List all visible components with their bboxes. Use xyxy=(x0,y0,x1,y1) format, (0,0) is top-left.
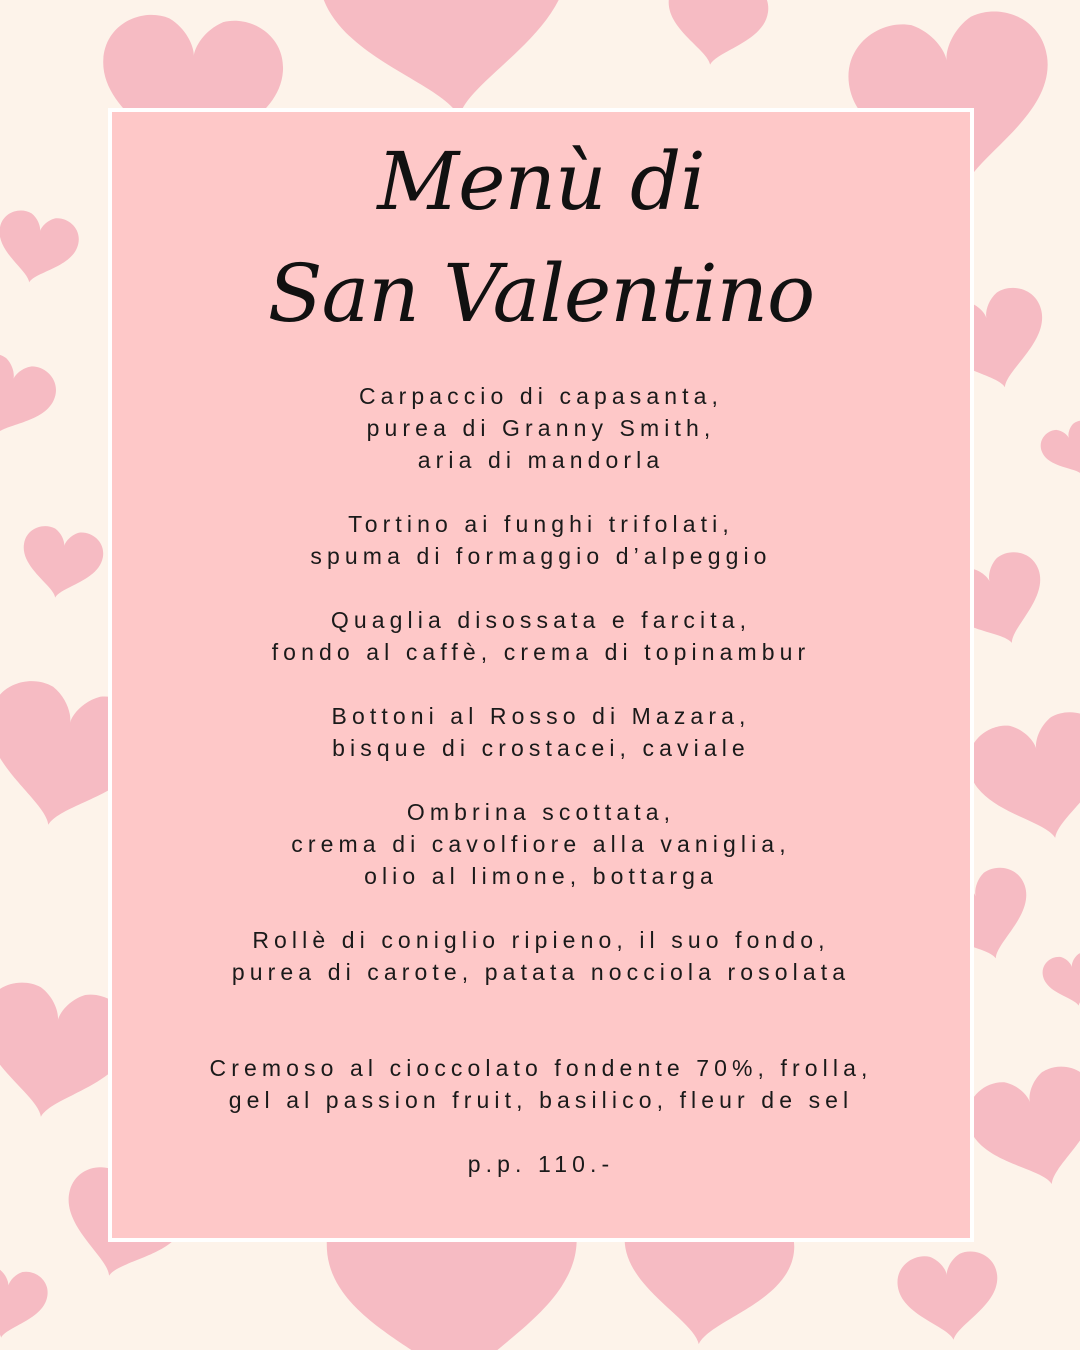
course-line: Carpaccio di capasanta, xyxy=(358,383,724,409)
course-line: Cremoso al cioccolato fondente 70%, frolla, xyxy=(209,1055,873,1081)
course-line: olio al limone, bottarga xyxy=(364,863,718,889)
course-line: Ombrina scottata, xyxy=(406,799,676,825)
course-item xyxy=(112,380,970,476)
title-line-1: Menù di xyxy=(377,135,705,228)
course-list xyxy=(112,380,970,1180)
course-line: Quaglia disossata e farcita, xyxy=(330,607,752,633)
course-line: purea di Granny Smith, xyxy=(366,415,716,441)
course-line: purea di carote, patata nocciola rosolata xyxy=(231,959,851,985)
title-line-2: San Valentino xyxy=(267,247,815,340)
course-item xyxy=(112,796,970,892)
course-line: gel al passion fruit, basilico, fleur de sel xyxy=(228,1087,854,1113)
heart-icon xyxy=(962,705,1080,852)
course-item xyxy=(112,604,970,668)
course-line: crema di cavolfiore alla vaniglia, xyxy=(291,831,791,857)
course-item xyxy=(112,924,970,988)
course-line: Rollè di coniglio ripieno, il suo fondo, xyxy=(252,927,830,953)
heart-icon xyxy=(1040,949,1080,1010)
heart-icon xyxy=(1036,416,1080,485)
heart-icon xyxy=(895,1249,1003,1345)
heart-icon xyxy=(960,1059,1080,1201)
course-line: fondo al caffè, crema di topinambur xyxy=(271,639,811,665)
course-line: Bottoni al Rosso di Mazara, xyxy=(331,703,751,729)
course-line: bisque di crostacei, caviale xyxy=(332,735,750,761)
menu-card xyxy=(108,108,974,1242)
course-item xyxy=(112,700,970,764)
heart-icon xyxy=(0,1264,50,1343)
price-label: p.p. 110.- xyxy=(467,1151,615,1177)
heart-icon xyxy=(0,207,83,291)
course-line: spuma di formaggio d’alpeggio xyxy=(310,543,772,569)
heart-icon xyxy=(0,347,62,449)
course-item xyxy=(112,508,970,572)
heart-icon xyxy=(16,523,107,605)
course-line: Tortino ai funghi trifolati, xyxy=(348,511,734,537)
heart-icon xyxy=(661,0,772,72)
dessert-item xyxy=(112,1052,970,1116)
course-line: aria di mandorla xyxy=(417,447,665,473)
